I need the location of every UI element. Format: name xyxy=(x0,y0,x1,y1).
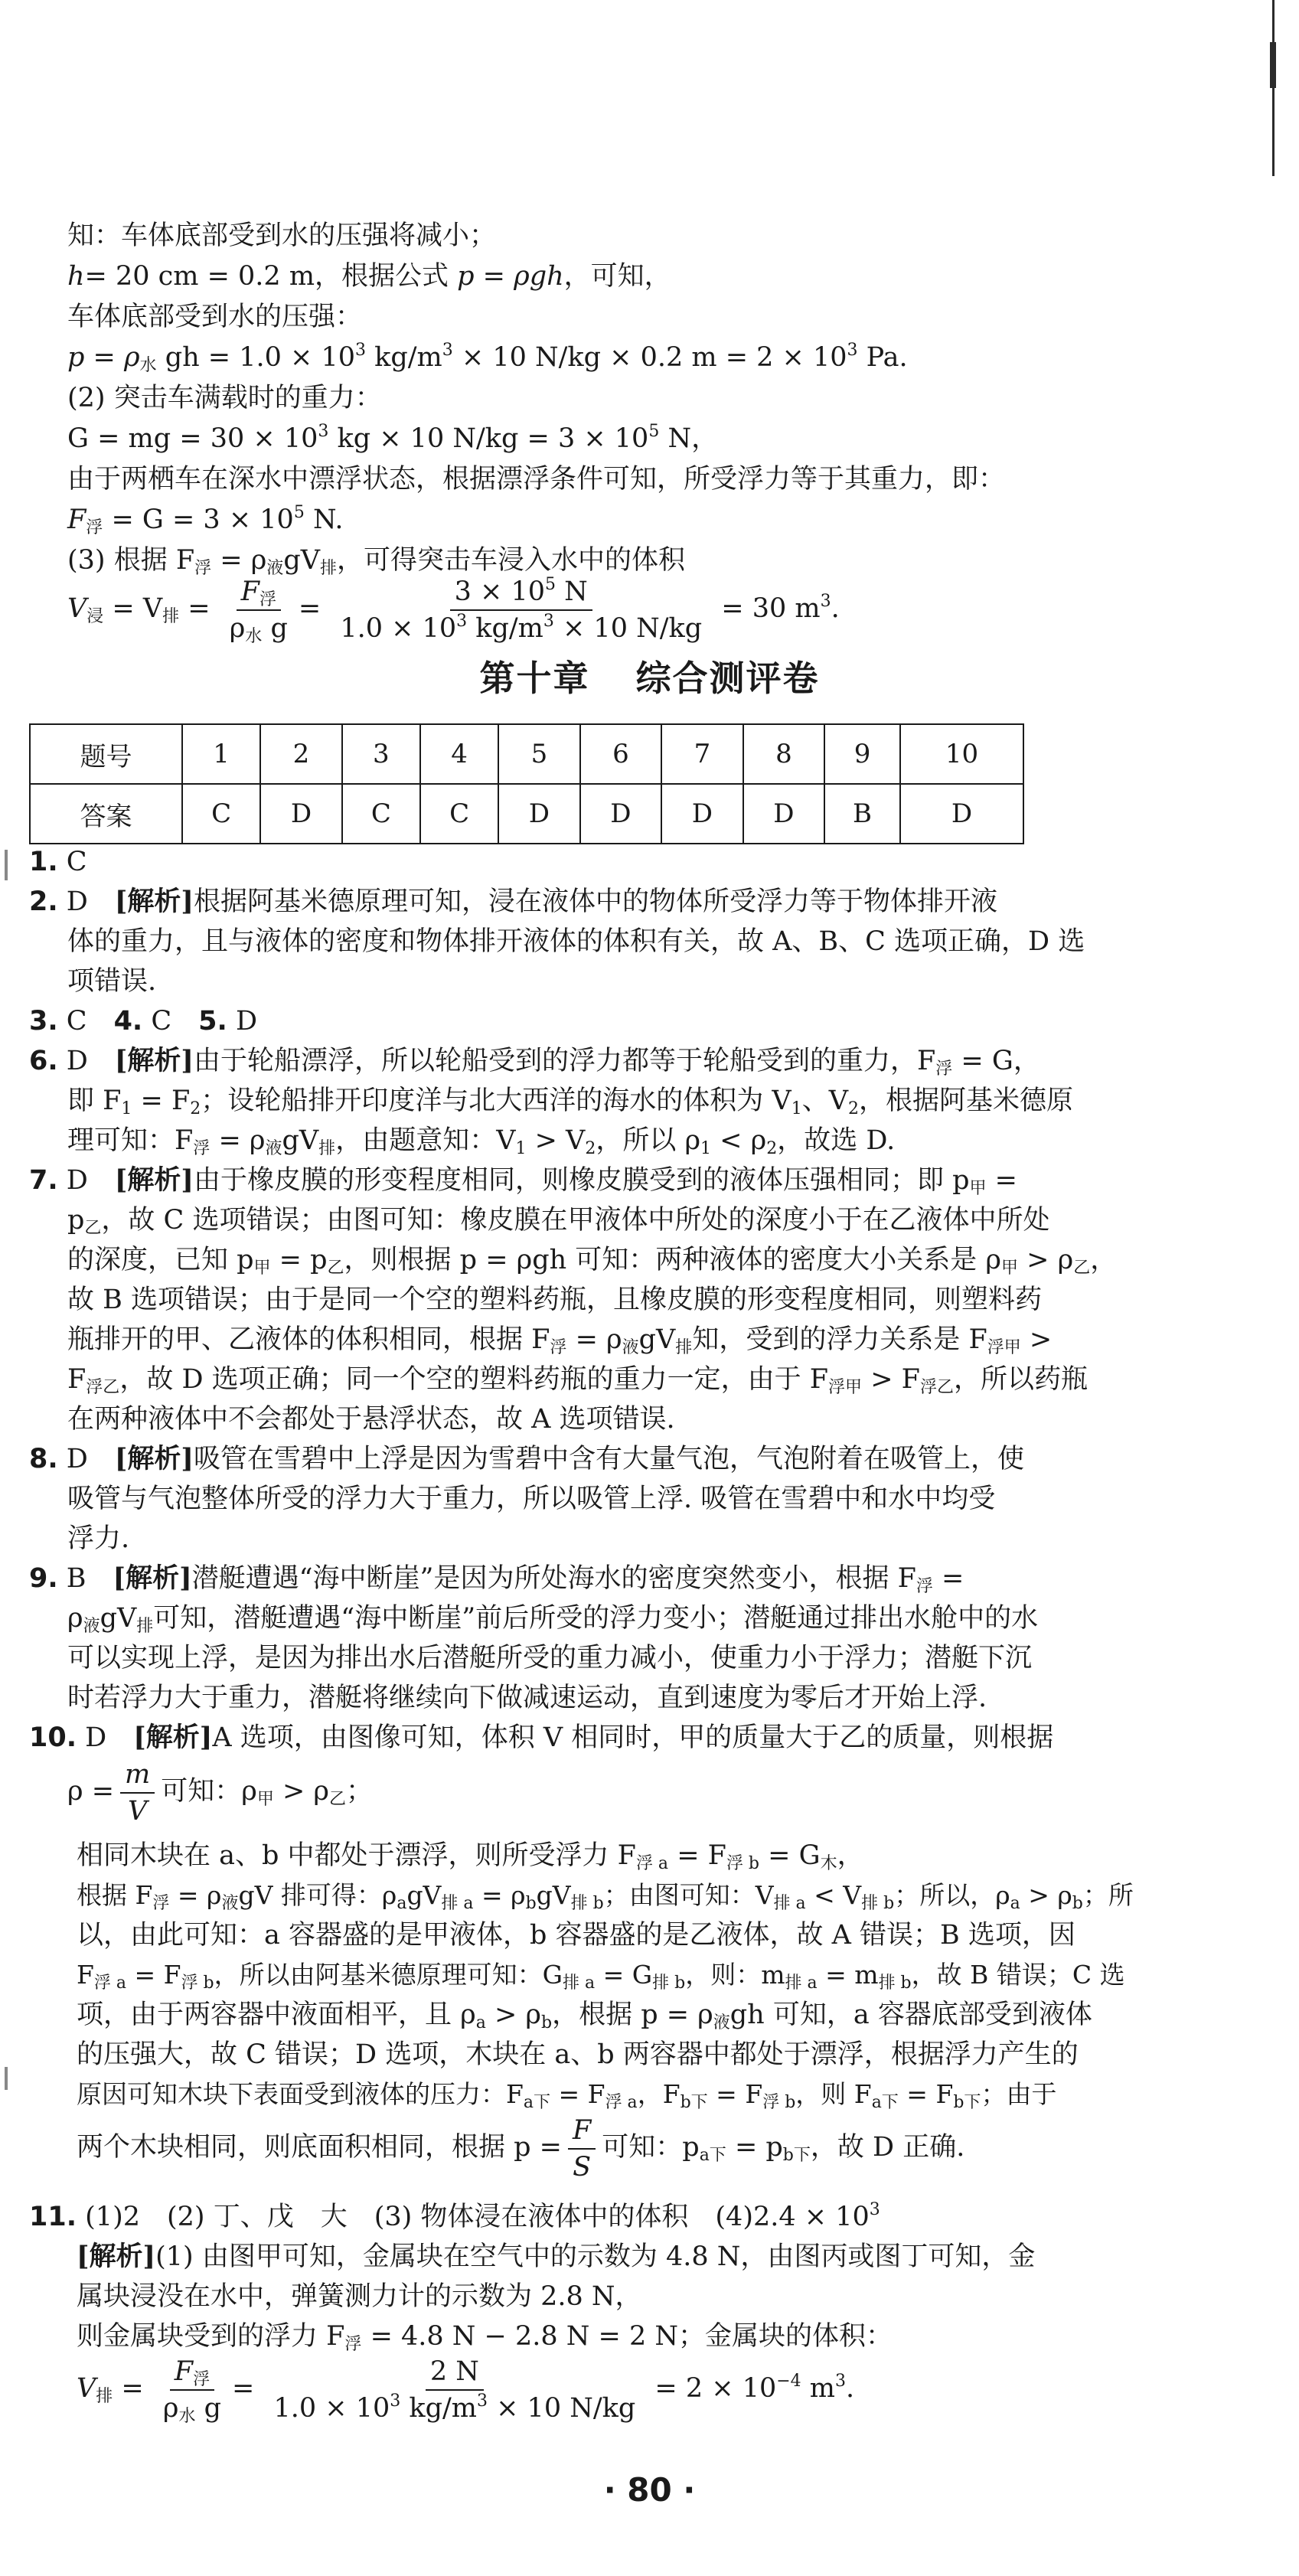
text-line: 瓶排开的甲、乙液体的体积相同，根据 $F_浮 = \rho_液gV_排$知，受到的浮力关系是 $F_{浮甲}$ > xyxy=(67,1324,1053,1357)
fraction: $\frac{F_浮}{\rho_水 g}$ xyxy=(225,574,292,646)
table-cell: 6 xyxy=(580,724,661,784)
text-line: 属块浸没在水中，弹簧测力计的示数为 2.8 N， xyxy=(77,2281,642,2312)
text-line: 时若浮力大于重力，潜艇将继续向下做减速运动，直到速度为零后才开始上浮. xyxy=(67,1683,987,1713)
table-cell: 8 xyxy=(743,724,824,784)
table-cell: 3 xyxy=(342,724,420,784)
table-cell: 2 xyxy=(260,724,341,784)
text-line: 由于两栖车在深水中漂浮状态，根据漂浮条件可知，所受浮力等于其重力，即： xyxy=(67,464,1006,495)
table-cell: 10 xyxy=(900,724,1023,784)
table-cell: 4 xyxy=(420,724,498,784)
text-line: $\rho_液gV_排$可知，潜艇遭遇“海中断崖”前后所受的浮力变小；潜艇通过排出水舱中的水 xyxy=(67,1603,1039,1636)
answer-line: 11. (1)2 (2) 丁、戊 大 (3) 物体浸在液体中的体积 $(4)2.4 \times 10^3$ xyxy=(29,2200,880,2232)
text-line: 浮力. xyxy=(67,1523,130,1554)
text-line: 的压强大，故 C 错误；D 选项，木块在 a、b 两容器中都处于漂浮，根据浮力产生的 xyxy=(77,2039,1079,2070)
fraction-formula: $V_浸 = V_排$ = $\frac{F_浮}{\rho_水 g}$ = $\frac{3 \times 10^5 N}{1.0 \times 10^3 kg/m^3 \times 10 N/kg}$ = 30 $m^3$. xyxy=(67,574,840,646)
answer-line: 7. D [解析]由于橡皮膜的形变程度相同，则橡皮膜受到的液体压强相同；即 $p_甲$ = xyxy=(29,1164,1017,1198)
fraction-formula: $V_排$ = $\frac{F_浮}{\rho_水 g}$ = $\frac{2 N}{1.0 \times 10^3 kg/m^3 \times 10 N/kg}$ = $2 \times 10^{-4}$ $m^3$. xyxy=(77,2350,854,2427)
text-line: 车体底部受到水的压强： xyxy=(67,302,363,332)
text-line: 吸管与气泡整体所受的浮力大于重力，所以吸管上浮. 吸管在雪碧中和水中均受 xyxy=(67,1484,996,1514)
text-line: 可以实现上浮，是因为排出水后潜艇所受的重力减小，使重力小于浮力；潜艇下沉 xyxy=(67,1643,1033,1673)
table-cell: D xyxy=(498,784,579,844)
table-row xyxy=(30,784,1023,844)
text-line: $p_乙$，故 C 选项错误；由图可知：橡皮膜在甲液体中所处的深度小于在乙液体中所处 xyxy=(67,1205,1050,1238)
table-cell: D xyxy=(900,784,1023,844)
table-cell: C xyxy=(420,784,498,844)
formula-line: $F_浮 = G = 3 \times 10^5$ N. xyxy=(67,503,344,537)
formula-line: $p = \rho_水$ gh = $1.0 \times 10^3$ $kg/m^3 \times 10$ N/kg × 0.2 $m = 2 \times 10^3$ Pa. xyxy=(67,341,908,375)
table-cell: 7 xyxy=(661,724,743,784)
text-line: 根据 $F_浮 = \rho_液gV$ 排可得：$\rho_agV_{排 a} = \rho_bgV_{排 b}$；由图可知：$V_{排 a} < V_{排 b}$；所以，$\rho_a > \rho_b$；所 xyxy=(77,1880,1134,1913)
text-line: 体的重力，且与液体的密度和物体排开液体的体积有关，故 A、B、C 选项正确，D 选 xyxy=(67,926,1085,957)
table-cell: D xyxy=(743,784,824,844)
answer-line: 10. D [解析]A 选项，由图像可知，体积 V 相同时，甲的质量大于乙的质量，则根据 xyxy=(29,1722,1054,1753)
table-header-cell: 题号 xyxy=(30,724,182,784)
text-line: 项错误. xyxy=(67,966,157,997)
page-edge-mark xyxy=(1270,42,1276,88)
formula-line: G = mg = $30 \times 10^3$ kg × 10 $N/kg = 3 \times 10^5$ N， xyxy=(67,422,719,454)
table-cell: B xyxy=(824,784,900,844)
scan-edge-mark xyxy=(5,850,8,880)
fraction-formula: 两个木块相同，则底面积相同，根据 p = $\frac{F}{S}$ 可知：$p_{a下} = p_{b下}$，故 D 正确. xyxy=(77,2109,964,2186)
scan-edge-mark xyxy=(5,2067,8,2090)
table-cell: 1 xyxy=(182,724,260,784)
text-line: 原因可知木块下表面受到液体的压力：$F_{a下} = F_{浮 a}$，$F_{b下} = F_{浮 b}$，则 $F_{a下} = F_{b下}$；由于 xyxy=(77,2079,1057,2112)
chapter-title: 第十章 综合测评卷 xyxy=(479,658,820,699)
answer-line: 3. C 4. C 5. D xyxy=(29,1006,257,1037)
table-cell: C xyxy=(342,784,420,844)
table-cell: 5 xyxy=(498,724,579,784)
text-line: 的深度，已知 $p_甲 = p_乙$，则根据 p = ρgh 可知：两种液体的密度大小关系是 $\rho_甲 > \rho_乙$， xyxy=(67,1245,1118,1278)
text-line: 相同木块在 a、b 中都处于漂浮，则所受浮力 $F_{浮 a} = F_{浮 b} = G_木$， xyxy=(77,1840,864,1873)
text-line: 知：车体底部受到水的压强将减小； xyxy=(67,220,497,251)
fraction: $\frac{F_浮}{\rho_水 g}$ xyxy=(158,2354,226,2426)
text-line: $F_{浮乙}$，故 D 选项正确；同一个空的塑料药瓶的重力一定，由于 $F_{浮甲} > F_{浮乙}$，所以药瓶 xyxy=(67,1364,1088,1397)
text-line: [解析](1) 由图甲可知，金属块在空气中的示数为 4.8 N，由图丙或图丁可知，金 xyxy=(77,2241,1036,2272)
fraction: $\frac{m}{V}$ xyxy=(120,1757,155,1829)
text-line: (3) 根据 $F_浮 = \rho_液gV_排$，可得突击车浸入水中的体积 xyxy=(67,545,686,578)
answer-line: 8. D [解析]吸管在雪碧中上浮是因为雪碧中含有大量气泡，气泡附着在吸管上，使 xyxy=(29,1443,1024,1474)
table-cell: C xyxy=(182,784,260,844)
answer-table xyxy=(29,723,1024,844)
fraction: $\frac{3 \times 10^5 N}{1.0 \times 10^3 kg/m^3 \times 10 N/kg}$ xyxy=(340,574,703,644)
table-header-cell: 答案 xyxy=(30,784,182,844)
table-cell: D xyxy=(661,784,743,844)
text-line: 即 $F_1 = F_2$；设轮船排开印度洋与北大西洋的海水的体积为 $V_1$、$V_2$，根据阿基米德原 xyxy=(67,1086,1073,1118)
text-line: 在两种液体中不会都处于悬浮状态，故 A 选项错误. xyxy=(67,1404,675,1435)
text-line: 则金属块受到的浮力 $F_浮 = 4.8$ N − 2.8 N = 2 N；金属块的体积： xyxy=(77,2321,893,2354)
text-line: h= 20 cm = 0.2 m，根据公式 p = ρgh，可知， xyxy=(67,261,671,292)
answer-line: 6. D [解析]由于轮船漂浮，所以轮船受到的浮力都等于轮船受到的重力，$F_浮 = G$， xyxy=(29,1045,1040,1079)
text-line: 项，由于两容器中液面相平，且 $\rho_a > \rho_b$，根据 $p = \rho_液gh$ 可知，a 容器底部受到液体 xyxy=(77,2000,1092,2032)
page-number: · 80 · xyxy=(603,2471,696,2509)
page-edge-line xyxy=(1272,0,1275,176)
fraction: $\frac{2 N}{1.0 \times 10^3 kg/m^3 \times 10 N/kg}$ xyxy=(269,2354,640,2426)
fraction: $\frac{F}{S}$ xyxy=(568,2113,596,2185)
text-line: 理可知：$F_浮 = \rho_液gV_排$，由题意知：$V_1 > V_2$，所以 $\rho_1 < \rho_2$，故选 D. xyxy=(67,1125,896,1158)
answer-line: 1. C xyxy=(29,847,87,877)
table-cell: D xyxy=(260,784,341,844)
table-row xyxy=(30,724,1023,784)
answer-line: 2. D [解析]根据阿基米德原理可知，浸在液体中的物体所受浮力等于物体排开液 xyxy=(29,886,997,917)
table-cell: D xyxy=(580,784,661,844)
answer-line: 9. B [解析]潜艇遭遇“海中断崖”是因为所处海水的密度突然变小，根据 $F_浮$ = xyxy=(29,1562,964,1596)
table-cell: 9 xyxy=(824,724,900,784)
text-line: (2) 突击车满载时的重力： xyxy=(67,383,382,413)
text-line: 以，由此可知：a 容器盛的是甲液体，b 容器盛的是乙液体，故 A 错误；B 选项，因 xyxy=(77,1920,1075,1951)
fraction-formula: ρ = $\frac{m}{V}$ 可知：$\rho_甲 > \rho_乙$； xyxy=(67,1753,373,1830)
text-line: 故 B 选项错误；由于是同一个空的塑料药瓶，且橡皮膜的形变程度相同，则塑料药 xyxy=(67,1285,1042,1315)
text-line: $F_{浮 a} = F_{浮 b}$，所以由阿基米德原理可知：$G_{排 a} = G_{排 b}$，则：$m_{排 a} = m_{排 b}$，故 B 错误；C 选 xyxy=(77,1960,1125,1993)
